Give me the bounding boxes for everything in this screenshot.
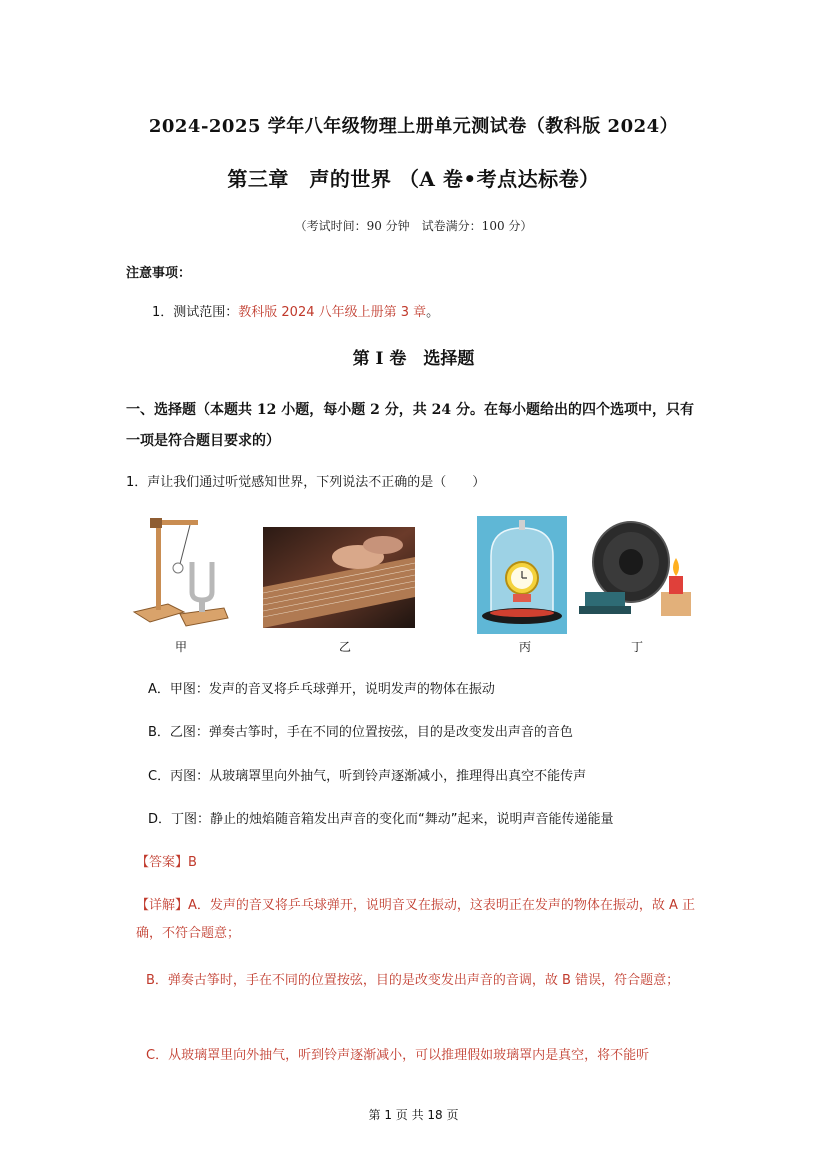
figure-ding-speaker-candle xyxy=(579,520,697,620)
figure-jia-tuning-fork xyxy=(128,512,230,632)
scope-suffix: 。 xyxy=(426,305,440,320)
question-stem: 1．声让我们通过听觉感知世界，下列说法不正确的是（ ） xyxy=(126,475,486,490)
figure-label-ding: 丁 xyxy=(630,640,643,654)
figure-label-yi: 乙 xyxy=(338,640,351,654)
figure-bing-bell-jar xyxy=(477,516,567,634)
explanation-a: 【详解】A．发声的音叉将乒乓球弹开，说明音叉在振动，这表明正在发声的物体在振动，故 A 正确，不符合题意； xyxy=(136,898,696,941)
option-d: D．丁图：静止的烛焰随音箱发出声音的变化而“舞动”起来，说明声音能传递能量 xyxy=(148,812,614,827)
explanation-c: C．从玻璃罩里向外抽气，听到铃声逐渐减小，可以推理假如玻璃罩内是真空，将不能听 xyxy=(146,1048,650,1063)
exam-info: （考试时间：90 分钟 试卷满分：100 分） xyxy=(294,219,533,233)
figure-yi-guzheng xyxy=(263,527,415,628)
part-heading: 一、选择题（本题共 12 小题，每小题 2 分，共 24 分。在每小题给出的四个选项中，只有一项是符合题目要求的） xyxy=(126,402,694,449)
figure-label-jia: 甲 xyxy=(174,640,187,654)
test-scope xyxy=(152,301,439,320)
option-c: C．丙图：从玻璃罩里向外抽气，听到铃声逐渐减小，推理得出真空不能传声 xyxy=(148,769,587,784)
section-title: 第 I 卷 选择题 xyxy=(352,349,475,369)
figure-label-bing: 丙 xyxy=(518,640,531,654)
explanation-b: B．弹奏古筝时，手在不同的位置按弦，目的是改变发出声音的音调，故 B 错误，符合题意； xyxy=(146,973,680,988)
option-a: A．甲图：发声的音叉将乒乓球弹开，说明发声的物体在振动 xyxy=(148,682,495,697)
scope-range: 教科版 2024 八年级上册第 3 章 xyxy=(238,305,427,320)
scope-prefix: 1．测试范围： xyxy=(152,305,239,320)
notice-heading: 注意事项： xyxy=(126,266,192,281)
document-title: 2024-2025 学年八年级物理上册单元测试卷（教科版 2024） xyxy=(148,116,679,137)
answer: 【答案】B xyxy=(136,855,197,870)
page-footer: 第 1 页 共 18 页 xyxy=(368,1108,459,1122)
chapter-subtitle: 第三章 声的世界 （A 卷•考点达标卷） xyxy=(227,167,600,191)
option-b: B．乙图：弹奏古筝时，手在不同的位置按弦，目的是改变发出声音的音色 xyxy=(148,725,573,740)
